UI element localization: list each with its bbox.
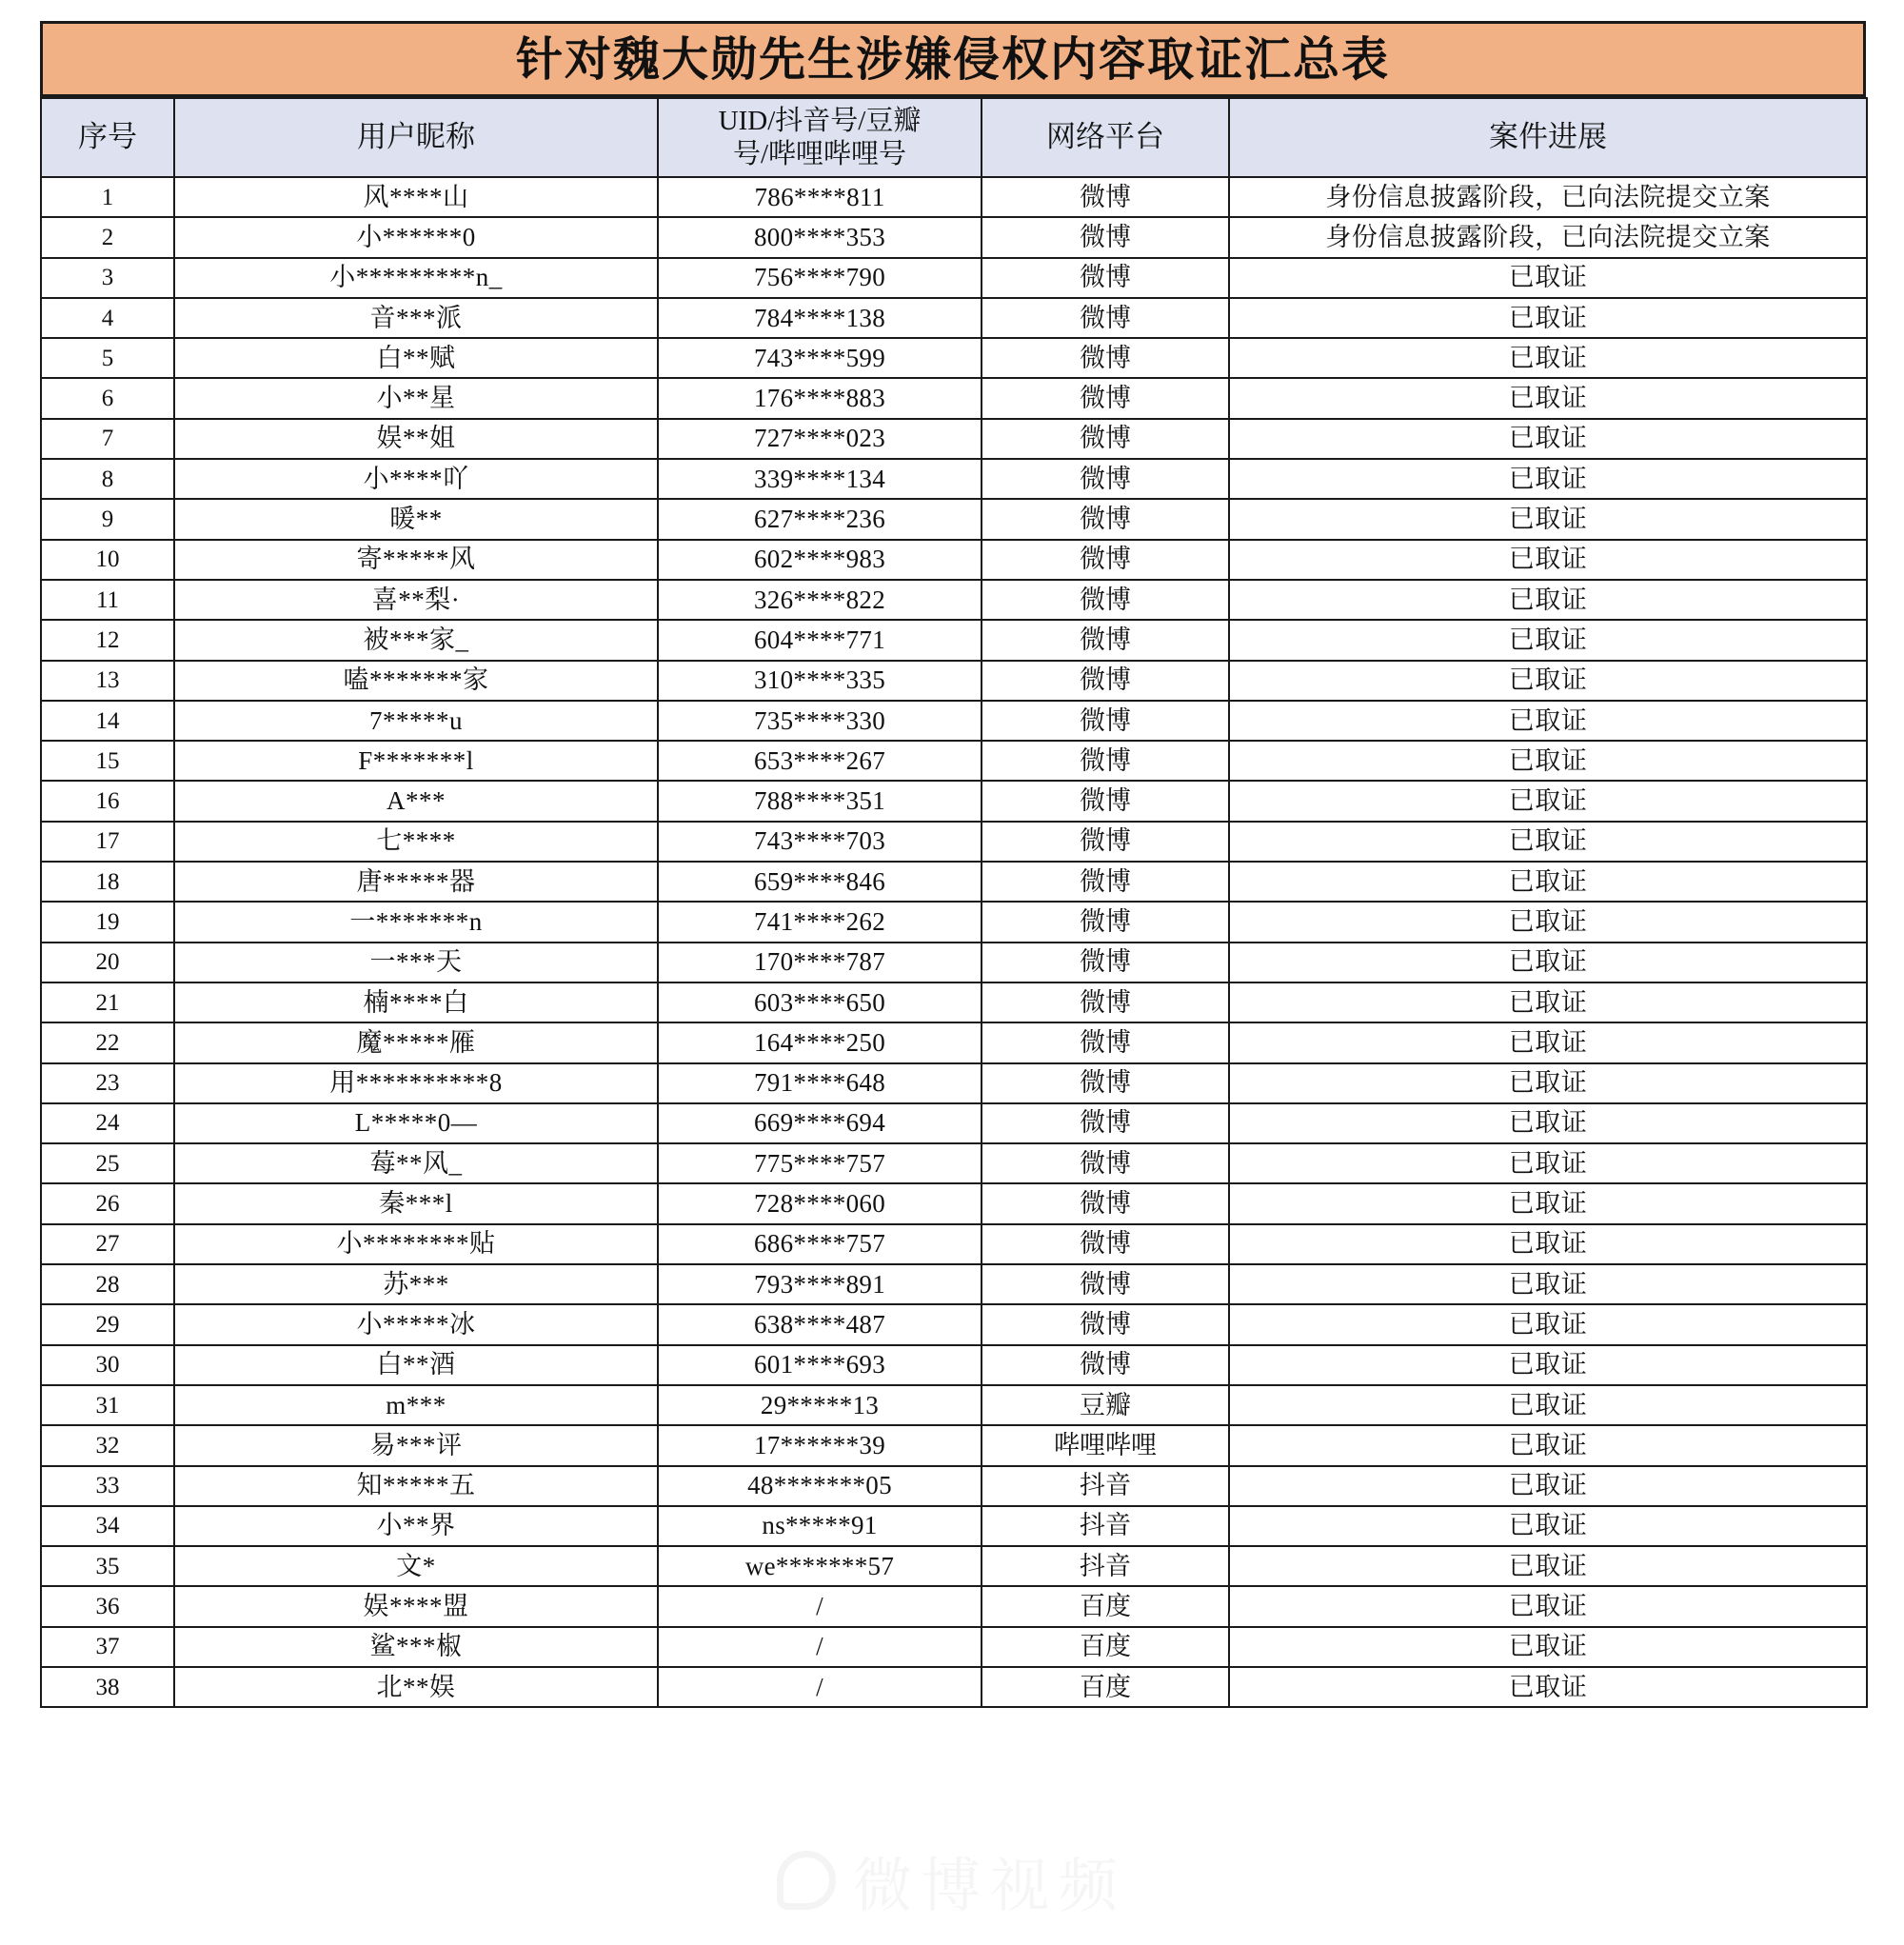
cell-status: 已取证: [1229, 298, 1867, 338]
cell-status: 已取证: [1229, 419, 1867, 459]
cell-status: 已取证: [1229, 862, 1867, 902]
table-row: [41, 781, 1867, 821]
table-row: [41, 1546, 1867, 1586]
cell-uid: 17******39: [658, 1425, 982, 1465]
watermark-text: 微博视频: [852, 1853, 1127, 1919]
table-row: [41, 258, 1867, 298]
cell-index: 25: [41, 1143, 174, 1183]
column-header-uid: [658, 98, 982, 177]
cell-uid: /: [658, 1667, 982, 1707]
table-row: [41, 1063, 1867, 1103]
cell-index: 6: [41, 378, 174, 418]
cell-nickname: 小*****冰: [174, 1304, 658, 1344]
cell-platform: 微博: [982, 1183, 1229, 1223]
cell-uid: 743****599: [658, 338, 982, 378]
table-row: [41, 1506, 1867, 1546]
table-row: [41, 661, 1867, 701]
table-row: [41, 943, 1867, 982]
cell-nickname: 音***派: [174, 298, 658, 338]
cell-platform: 微博: [982, 217, 1229, 257]
cell-platform: 微博: [982, 177, 1229, 217]
cell-index: 18: [41, 862, 174, 902]
cell-status: 已取证: [1229, 1385, 1867, 1425]
cell-uid: 775****757: [658, 1143, 982, 1183]
cell-nickname: 楠****白: [174, 982, 658, 1022]
cell-index: 36: [41, 1586, 174, 1626]
cell-status: 身份信息披露阶段，已向法院提交立案: [1229, 217, 1867, 257]
table-body: [41, 177, 1867, 1707]
cell-index: 28: [41, 1264, 174, 1304]
evidence-summary-sheet: [40, 21, 1866, 1708]
cell-index: 38: [41, 1667, 174, 1707]
cell-uid: 339****134: [658, 459, 982, 499]
cell-platform: 微博: [982, 298, 1229, 338]
table-header-row: [41, 98, 1867, 177]
cell-nickname: 用**********8: [174, 1063, 658, 1103]
sheet-title-band: [40, 21, 1866, 97]
cell-platform: 微博: [982, 338, 1229, 378]
cell-platform: 微博: [982, 701, 1229, 741]
cell-platform: 微博: [982, 459, 1229, 499]
cell-uid: 735****330: [658, 701, 982, 741]
cell-platform: 微博: [982, 781, 1229, 821]
table-row: [41, 1627, 1867, 1667]
cell-status: 已取证: [1229, 701, 1867, 741]
cell-platform: 微博: [982, 419, 1229, 459]
cell-nickname: 小****吖: [174, 459, 658, 499]
cell-platform: 微博: [982, 1103, 1229, 1143]
cell-status: 身份信息披露阶段，已向法院提交立案: [1229, 177, 1867, 217]
cell-index: 26: [41, 1183, 174, 1223]
cell-platform: 微博: [982, 943, 1229, 982]
cell-platform: 微博: [982, 378, 1229, 418]
cell-index: 37: [41, 1627, 174, 1667]
cell-status: 已取证: [1229, 378, 1867, 418]
table-row: [41, 459, 1867, 499]
cell-index: 20: [41, 943, 174, 982]
cell-status: 已取证: [1229, 902, 1867, 942]
cell-platform: 微博: [982, 1304, 1229, 1344]
column-header-nickname: 用户昵称: [174, 98, 658, 177]
column-header-index: 序号: [41, 98, 174, 177]
cell-status: 已取证: [1229, 1466, 1867, 1506]
cell-status: 已取证: [1229, 982, 1867, 1022]
cell-platform: 抖音: [982, 1506, 1229, 1546]
table-row: [41, 419, 1867, 459]
cell-nickname: 小********贴: [174, 1224, 658, 1264]
table-row: [41, 862, 1867, 902]
cell-nickname: 一***天: [174, 943, 658, 982]
table-row: [41, 1224, 1867, 1264]
cell-status: 已取证: [1229, 781, 1867, 821]
cell-nickname: 小*********n_: [174, 258, 658, 298]
cell-uid: 756****790: [658, 258, 982, 298]
cell-nickname: 苏***: [174, 1264, 658, 1304]
cell-uid: 728****060: [658, 1183, 982, 1223]
table-row: [41, 499, 1867, 539]
cell-status: 已取证: [1229, 1143, 1867, 1183]
table-row: [41, 1466, 1867, 1506]
cell-nickname: 知*****五: [174, 1466, 658, 1506]
cell-uid: 669****694: [658, 1103, 982, 1143]
page-title: 针对魏大勋先生涉嫌侵权内容取证汇总表: [515, 32, 1390, 86]
table-row: [41, 1425, 1867, 1465]
cell-uid: 310****335: [658, 661, 982, 701]
table-row: [41, 982, 1867, 1022]
cell-platform: 微博: [982, 499, 1229, 539]
watermark: [0, 1823, 1904, 1937]
cell-index: 30: [41, 1345, 174, 1385]
cell-uid: 601****693: [658, 1345, 982, 1385]
cell-status: 已取证: [1229, 741, 1867, 781]
table-row: [41, 1304, 1867, 1344]
cell-nickname: L*****0—: [174, 1103, 658, 1143]
cell-status: 已取证: [1229, 1063, 1867, 1103]
cell-uid: 791****648: [658, 1063, 982, 1103]
cell-nickname: 易***评: [174, 1425, 658, 1465]
cell-uid: 800****353: [658, 217, 982, 257]
cell-nickname: 秦***l: [174, 1183, 658, 1223]
cell-uid: 653****267: [658, 741, 982, 781]
cell-uid: 784****138: [658, 298, 982, 338]
table-row: [41, 1143, 1867, 1183]
cell-nickname: 鲨***椒: [174, 1627, 658, 1667]
cell-nickname: 喜**梨·: [174, 580, 658, 620]
cell-index: 9: [41, 499, 174, 539]
cell-index: 2: [41, 217, 174, 257]
cell-uid: 788****351: [658, 781, 982, 821]
cell-status: 已取证: [1229, 1345, 1867, 1385]
cell-platform: 微博: [982, 822, 1229, 862]
cell-uid: /: [658, 1627, 982, 1667]
column-header-uid-line2: 号/哔哩哔哩号: [732, 138, 907, 169]
cell-uid: 602****983: [658, 540, 982, 580]
table-row: [41, 338, 1867, 378]
cell-uid: 659****846: [658, 862, 982, 902]
cell-nickname: 暖**: [174, 499, 658, 539]
cell-uid: 48*******05: [658, 1466, 982, 1506]
table-row: [41, 620, 1867, 660]
cell-platform: 微博: [982, 1022, 1229, 1062]
cell-platform: 微博: [982, 540, 1229, 580]
cell-nickname: 7*****u: [174, 701, 658, 741]
cell-uid: we*******57: [658, 1546, 982, 1586]
cell-nickname: 北**娱: [174, 1667, 658, 1707]
table-row: [41, 1103, 1867, 1143]
cell-nickname: 小******0: [174, 217, 658, 257]
cell-index: 19: [41, 902, 174, 942]
cell-index: 13: [41, 661, 174, 701]
cell-uid: ns*****91: [658, 1506, 982, 1546]
cell-platform: 豆瓣: [982, 1385, 1229, 1425]
cell-status: 已取证: [1229, 1425, 1867, 1465]
cell-platform: 微博: [982, 258, 1229, 298]
cell-status: 已取证: [1229, 459, 1867, 499]
cell-platform: 微博: [982, 1063, 1229, 1103]
table-row: [41, 378, 1867, 418]
table-row: [41, 298, 1867, 338]
table-row: [41, 1022, 1867, 1062]
table-row: [41, 177, 1867, 217]
cell-status: 已取证: [1229, 661, 1867, 701]
cell-index: 1: [41, 177, 174, 217]
table-row: [41, 902, 1867, 942]
cell-nickname: 魔*****雁: [174, 1022, 658, 1062]
cell-index: 5: [41, 338, 174, 378]
cell-status: 已取证: [1229, 580, 1867, 620]
cell-platform: 哔哩哔哩: [982, 1425, 1229, 1465]
cell-uid: /: [658, 1586, 982, 1626]
cell-nickname: A***: [174, 781, 658, 821]
cell-index: 35: [41, 1546, 174, 1586]
cell-status: 已取证: [1229, 1546, 1867, 1586]
cell-status: 已取证: [1229, 1264, 1867, 1304]
cell-index: 23: [41, 1063, 174, 1103]
table-row: [41, 1183, 1867, 1223]
cell-uid: 170****787: [658, 943, 982, 982]
cell-index: 29: [41, 1304, 174, 1344]
cell-index: 31: [41, 1385, 174, 1425]
cell-uid: 686****757: [658, 1224, 982, 1264]
cell-uid: 29*****13: [658, 1385, 982, 1425]
cell-nickname: 寄*****风: [174, 540, 658, 580]
cell-nickname: 风****山: [174, 177, 658, 217]
cell-status: 已取证: [1229, 1667, 1867, 1707]
cell-uid: 604****771: [658, 620, 982, 660]
cell-platform: 微博: [982, 741, 1229, 781]
cell-uid: 638****487: [658, 1304, 982, 1344]
cell-index: 3: [41, 258, 174, 298]
cell-platform: 微博: [982, 1264, 1229, 1304]
cell-index: 34: [41, 1506, 174, 1546]
cell-uid: 627****236: [658, 499, 982, 539]
table-row: [41, 540, 1867, 580]
cell-uid: 793****891: [658, 1264, 982, 1304]
cell-index: 7: [41, 419, 174, 459]
table-row: [41, 1667, 1867, 1707]
cell-platform: 微博: [982, 862, 1229, 902]
cell-platform: 百度: [982, 1667, 1229, 1707]
cell-nickname: 莓**风_: [174, 1143, 658, 1183]
cell-index: 33: [41, 1466, 174, 1506]
cell-platform: 微博: [982, 1143, 1229, 1183]
cell-status: 已取证: [1229, 620, 1867, 660]
cell-nickname: 文*: [174, 1546, 658, 1586]
cell-index: 10: [41, 540, 174, 580]
cell-status: 已取证: [1229, 1627, 1867, 1667]
cell-index: 22: [41, 1022, 174, 1062]
column-header-status: 案件进展: [1229, 98, 1867, 177]
cell-platform: 百度: [982, 1586, 1229, 1626]
cell-index: 11: [41, 580, 174, 620]
cell-nickname: 一*******n: [174, 902, 658, 942]
column-header-platform: 网络平台: [982, 98, 1229, 177]
cell-index: 12: [41, 620, 174, 660]
cell-index: 8: [41, 459, 174, 499]
table-row: [41, 822, 1867, 862]
table-row: [41, 1345, 1867, 1385]
cell-status: 已取证: [1229, 499, 1867, 539]
cell-platform: 微博: [982, 620, 1229, 660]
cell-uid: 326****822: [658, 580, 982, 620]
cell-platform: 微博: [982, 902, 1229, 942]
cell-status: 已取证: [1229, 258, 1867, 298]
cell-platform: 微博: [982, 661, 1229, 701]
cell-nickname: 被***家_: [174, 620, 658, 660]
cell-index: 32: [41, 1425, 174, 1465]
cell-platform: 抖音: [982, 1546, 1229, 1586]
evidence-table: [40, 97, 1868, 1708]
column-header-uid-line1: UID/抖音号/豆瓣: [718, 105, 922, 136]
cell-nickname: m***: [174, 1385, 658, 1425]
cell-index: 14: [41, 701, 174, 741]
cell-status: 已取证: [1229, 1304, 1867, 1344]
table-header: [41, 98, 1867, 177]
cell-index: 16: [41, 781, 174, 821]
cell-platform: 微博: [982, 1224, 1229, 1264]
cell-uid: 164****250: [658, 1022, 982, 1062]
cell-index: 17: [41, 822, 174, 862]
cell-uid: 603****650: [658, 982, 982, 1022]
cell-nickname: F*******l: [174, 741, 658, 781]
cell-status: 已取证: [1229, 1022, 1867, 1062]
cell-nickname: 嗑*******家: [174, 661, 658, 701]
cell-nickname: 白**酒: [174, 1345, 658, 1385]
cell-status: 已取证: [1229, 338, 1867, 378]
cell-nickname: 小**界: [174, 1506, 658, 1546]
cell-status: 已取证: [1229, 943, 1867, 982]
cell-index: 21: [41, 982, 174, 1022]
cell-status: 已取证: [1229, 1506, 1867, 1546]
cell-nickname: 唐*****器: [174, 862, 658, 902]
cell-platform: 微博: [982, 982, 1229, 1022]
cell-nickname: 小**星: [174, 378, 658, 418]
cell-platform: 抖音: [982, 1466, 1229, 1506]
cell-uid: 741****262: [658, 902, 982, 942]
cell-status: 已取证: [1229, 540, 1867, 580]
cell-status: 已取证: [1229, 822, 1867, 862]
cell-uid: 727****023: [658, 419, 982, 459]
cell-platform: 百度: [982, 1627, 1229, 1667]
cell-uid: 786****811: [658, 177, 982, 217]
cell-status: 已取证: [1229, 1586, 1867, 1626]
cell-nickname: 白**赋: [174, 338, 658, 378]
cell-index: 4: [41, 298, 174, 338]
cell-index: 24: [41, 1103, 174, 1143]
table-row: [41, 1264, 1867, 1304]
cell-status: 已取证: [1229, 1224, 1867, 1264]
cell-nickname: 娱**姐: [174, 419, 658, 459]
cell-nickname: 娱****盟: [174, 1586, 658, 1626]
weibo-logo-icon: [777, 1851, 836, 1910]
cell-status: 已取证: [1229, 1103, 1867, 1143]
cell-index: 27: [41, 1224, 174, 1264]
cell-uid: 743****703: [658, 822, 982, 862]
cell-index: 15: [41, 741, 174, 781]
cell-status: 已取证: [1229, 1183, 1867, 1223]
cell-uid: 176****883: [658, 378, 982, 418]
table-row: [41, 1586, 1867, 1626]
table-row: [41, 741, 1867, 781]
cell-nickname: 七****: [174, 822, 658, 862]
cell-platform: 微博: [982, 580, 1229, 620]
table-row: [41, 217, 1867, 257]
table-row: [41, 701, 1867, 741]
table-row: [41, 580, 1867, 620]
cell-platform: 微博: [982, 1345, 1229, 1385]
table-row: [41, 1385, 1867, 1425]
